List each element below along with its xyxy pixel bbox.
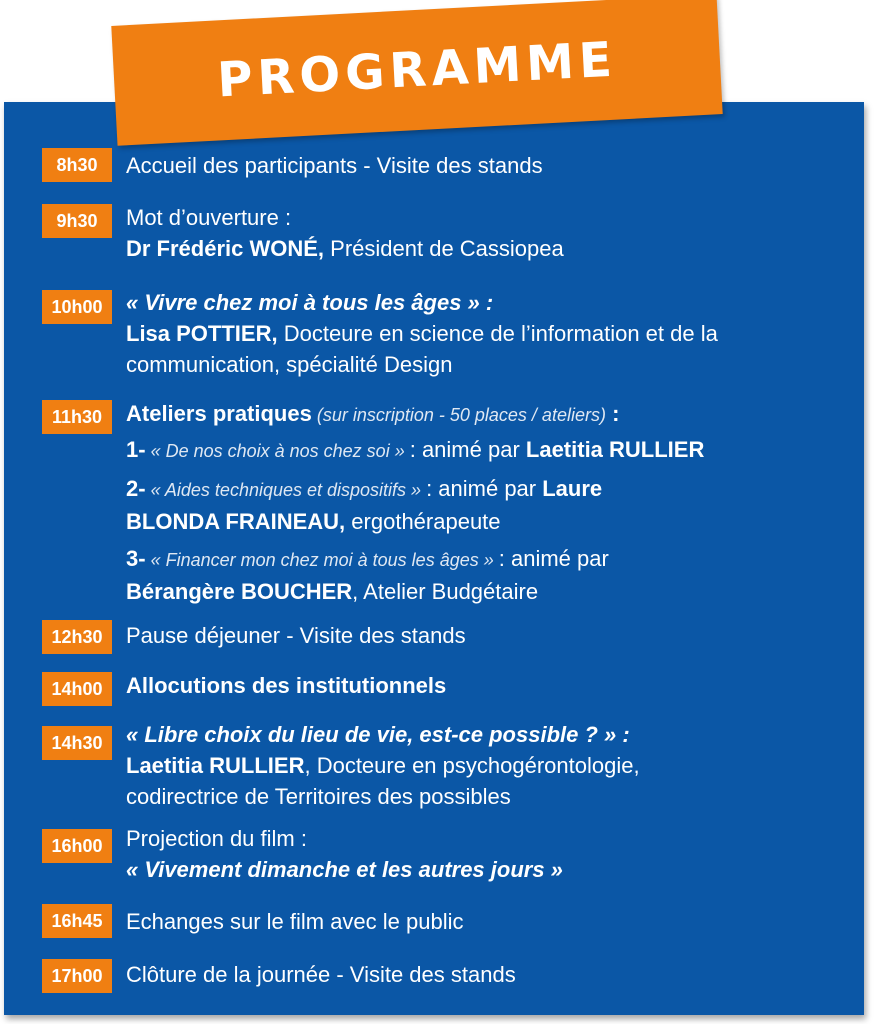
item-0830-label: Accueil des participants - Visite des stands	[126, 153, 543, 178]
item-0930-label: Mot d’ouverture :	[126, 205, 292, 230]
item-1600-film: « Vivement dimanche et les autres jours »	[126, 857, 563, 882]
item-1000-speaker: Lisa POTTIER,	[126, 321, 278, 346]
item-1400-label: Allocutions des institutionnels	[126, 673, 447, 698]
item-1430-role: , Docteure en psychogérontologie,	[304, 753, 640, 778]
workshop-2-speaker-cont: BLONDA FRAINEAU,	[126, 509, 346, 534]
item-1400-text	[126, 670, 846, 701]
workshop-3-text: : animé par	[498, 546, 609, 571]
item-1000-role: Docteure en science de l’information et de la	[277, 321, 718, 346]
item-1430-text	[126, 719, 846, 812]
item-1700-label: Clôture de la journée - Visite des stands	[126, 962, 516, 987]
time-badge-1600: 16h00	[42, 829, 112, 863]
item-0930-text	[126, 202, 846, 264]
item-1645-label: Echanges sur le film avec le public	[126, 909, 464, 934]
item-1430-speaker: Laetitia RULLIER	[126, 753, 305, 778]
page-title: PROGRAMME	[215, 31, 619, 109]
item-1430-title: « Libre choix du lieu de vie, est-ce possible ? » :	[126, 722, 630, 747]
workshop-3-speaker: Bérangère BOUCHER	[126, 579, 353, 604]
item-1130-heading: Ateliers pratiques	[126, 401, 312, 426]
time-badge-1645: 16h45	[42, 904, 112, 938]
item-1130-note: (sur inscription - 50 places / ateliers)	[311, 405, 606, 425]
workshop-1	[126, 434, 846, 467]
workshop-1-text: : animé par	[409, 437, 526, 462]
time-badge-1000: 10h00	[42, 290, 112, 324]
item-0930-role: Président de Cassiopea	[324, 236, 564, 261]
programme-panel	[4, 102, 864, 1015]
workshop-1-title: « De nos choix à nos chez soi »	[145, 441, 410, 461]
item-1000-speaker-line	[126, 318, 846, 349]
item-1130-text	[126, 398, 846, 607]
workshop-3-num: 3-	[126, 546, 146, 571]
item-1000-text	[126, 287, 846, 380]
item-0930-speaker-line	[126, 233, 846, 264]
item-1130-heading-line	[126, 398, 846, 431]
item-1230-text	[126, 620, 846, 651]
workshop-2-num: 2-	[126, 476, 146, 501]
workshop-3-cont	[126, 576, 846, 607]
workshop-1-speaker: Laetitia RULLIER	[525, 437, 705, 462]
item-1700-text	[126, 959, 846, 990]
time-badge-1430: 14h30	[42, 726, 112, 760]
item-1430-speaker-line	[126, 750, 846, 781]
workshop-2	[126, 473, 846, 506]
workshop-2-role: ergothérapeute	[345, 509, 501, 534]
item-0930-speaker: Dr Frédéric WONÉ,	[126, 236, 325, 261]
item-1430-role-cont: codirectrice de Territoires des possibles	[126, 784, 511, 809]
workshop-2-text: : animé par	[426, 476, 543, 501]
item-1600-label: Projection du film :	[126, 826, 307, 851]
workshop-3	[126, 543, 846, 576]
time-badge-1230: 12h30	[42, 620, 112, 654]
item-1645-text	[126, 906, 846, 937]
item-1000-title: « Vivre chez moi à tous les âges » :	[126, 290, 494, 315]
item-1230-label: Pause déjeuner - Visite des stands	[126, 623, 466, 648]
workshop-2-title: « Aides techniques et dispositifs »	[145, 480, 427, 500]
time-badge-1400: 14h00	[42, 672, 112, 706]
item-1000-role-cont: communication, spécialité Design	[126, 352, 453, 377]
workshop-3-role: , Atelier Budgétaire	[352, 579, 539, 604]
item-1600-text	[126, 823, 846, 885]
workshop-2-speaker: Laure	[542, 476, 603, 501]
time-badge-1130: 11h30	[42, 400, 112, 434]
item-0830-text	[126, 150, 846, 181]
workshop-1-num: 1-	[126, 437, 146, 462]
time-badge-1700: 17h00	[42, 959, 112, 993]
item-1130-colon: :	[605, 401, 620, 426]
workshop-3-title: « Financer mon chez moi à tous les âges »	[145, 550, 499, 570]
time-badge-0830: 8h30	[42, 148, 112, 182]
time-badge-0930: 9h30	[42, 204, 112, 238]
workshop-2-cont	[126, 506, 846, 537]
